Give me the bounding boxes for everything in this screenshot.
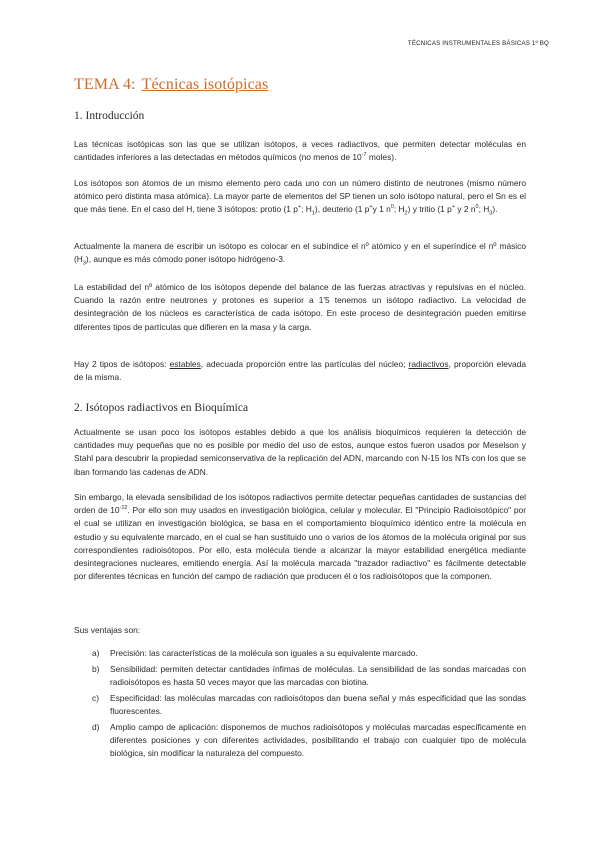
term-radiactivos: radiactivos xyxy=(408,359,449,369)
paragraph: Los isótopos son átomos de un mismo elemento pero cada uno con un número distinto de neutrones (mismo número atómico pero distinta masa atómica). La mayor parte de elementos del SP tienen un solo isótopo natural, pero el Sn es el que más tiene. En el caso del H, tiene 3 isótopos: protio (1 p+; $H_1$), deuterio (1 p+y 1 $n^0$; $H_2$) y tritio (1 p+ y 2 $n^0$; $H_3$). xyxy=(74,178,526,218)
list-item: d) Amplio campo de aplicación: disponemos de muchos radioisótopos y moléculas marcadas específicamente en diferentes posiciones y con diferentes actividades, posibilitando el trabajo con cualquier tipo de molécula biológica, sin modificar la naturaleza del compuesto. xyxy=(92,721,526,758)
paragraph: La estabilidad del nº atómico de los isótopos depende del balance de las fuerzas atractivas y repulsivas en el núcleo. Cuando la razón entre neutrones y protones es superior a 1'5 tenemos un isótopo radiactivo. La velocidad de desintegración de los núcleos es característica de cada isótopo. En este proceso de desintegración pueden emitirse diferentes tipos de partículas que difieren en la masa y la carga. xyxy=(74,282,526,332)
page-title xyxy=(74,76,268,94)
advantages-list xyxy=(92,647,526,763)
term-estables: estables xyxy=(169,359,201,369)
paragraph: Actualmente la manera de escribir un isótopo es colocar en el subíndice el nº atómico y en el superíndice el nº másico $(H_3)$, aunque es más cómodo poner isótopo hidrógeno-3. xyxy=(74,241,526,267)
running-header: TÉCNICAS INSTRUMENTALES BÁSICAS 1º BQ xyxy=(407,40,549,47)
title-label: TEMA 4: xyxy=(74,76,136,93)
paragraph: Sin embargo, la elevada sensibilidad de los isótopos radiactivos permite detectar pequeñas cantidades de sustancias del orden de $10^{-12}$. Por ello son muy usados en investigación biológica, celular y molecular. El "Principio Radioisotópico" por el cual se utilizan en investigación biológica, se basa en el comportamiento bioquímico idéntico entre la molécula en estudio y su equivalente marcado, en el cual se han sustituido uno o varios de los átomos de la molécula original por sus correspondientes radioisótopos. Por ello, esta molécula tiende a alcanzar la mayor estabilidad energética mediante desintegraciones nucleares, emitiendo energía. Así la molécula marcada "trazador radiactivo" es fácilmente detectable por diferentes técnicas en función del campo de radiación que producen él o los radioisótopos que la componen. xyxy=(74,492,526,582)
paragraph: Sus ventajas son: xyxy=(74,625,141,635)
title-subtitle: Técnicas isotópicas xyxy=(141,76,269,93)
paragraph: Las técnicas isotópicas son las que se utilizan isótopos, a veces radiactivos, que permiten detectar moléculas en cantidades inferiores a las detectadas en métodos químicos (no menos de $10^{-7}$ moles). xyxy=(74,139,526,163)
paragraph: Actualmente se usan poco los isótopos estables debido a que los análisis bioquímicos requieren la detección de cantidades muy pequeñas que no es posible por medio del uso de estos, aunque estos fueron usados por Meselson y Stahl para descubrir la propiedad semiconservativa de la replicación del ADN, marcando con N-15 los NTs con los que se iban formando las cadenas de ADN. xyxy=(74,427,526,477)
list-item: c) Especificidad: las moléculas marcadas con radioisótopos dan buena señal y más especificidad que las sondas fluorescentes. xyxy=(92,692,526,716)
list-item: b) Sensibilidad: permiten detectar cantidades ínfimas de moléculas. La sensibilidad de las sondas marcadas con radioisótopos es hasta 50 veces mayor que las marcadas con biotina. xyxy=(92,663,526,687)
list-item: a) Precisión: las características de la molécula son iguales a su equivalente marcado. xyxy=(92,648,418,658)
section-heading-introduccion: 1. Introducción xyxy=(74,110,145,122)
paragraph: Hay 2 tipos de isótopos: estables, adecuada proporción entre las partículas del núcleo; radiactivos, proporción elevada de la misma. xyxy=(74,359,527,383)
section-heading-bioquimica: 2. Isótopos radiactivos en Bioquímica xyxy=(74,402,249,414)
